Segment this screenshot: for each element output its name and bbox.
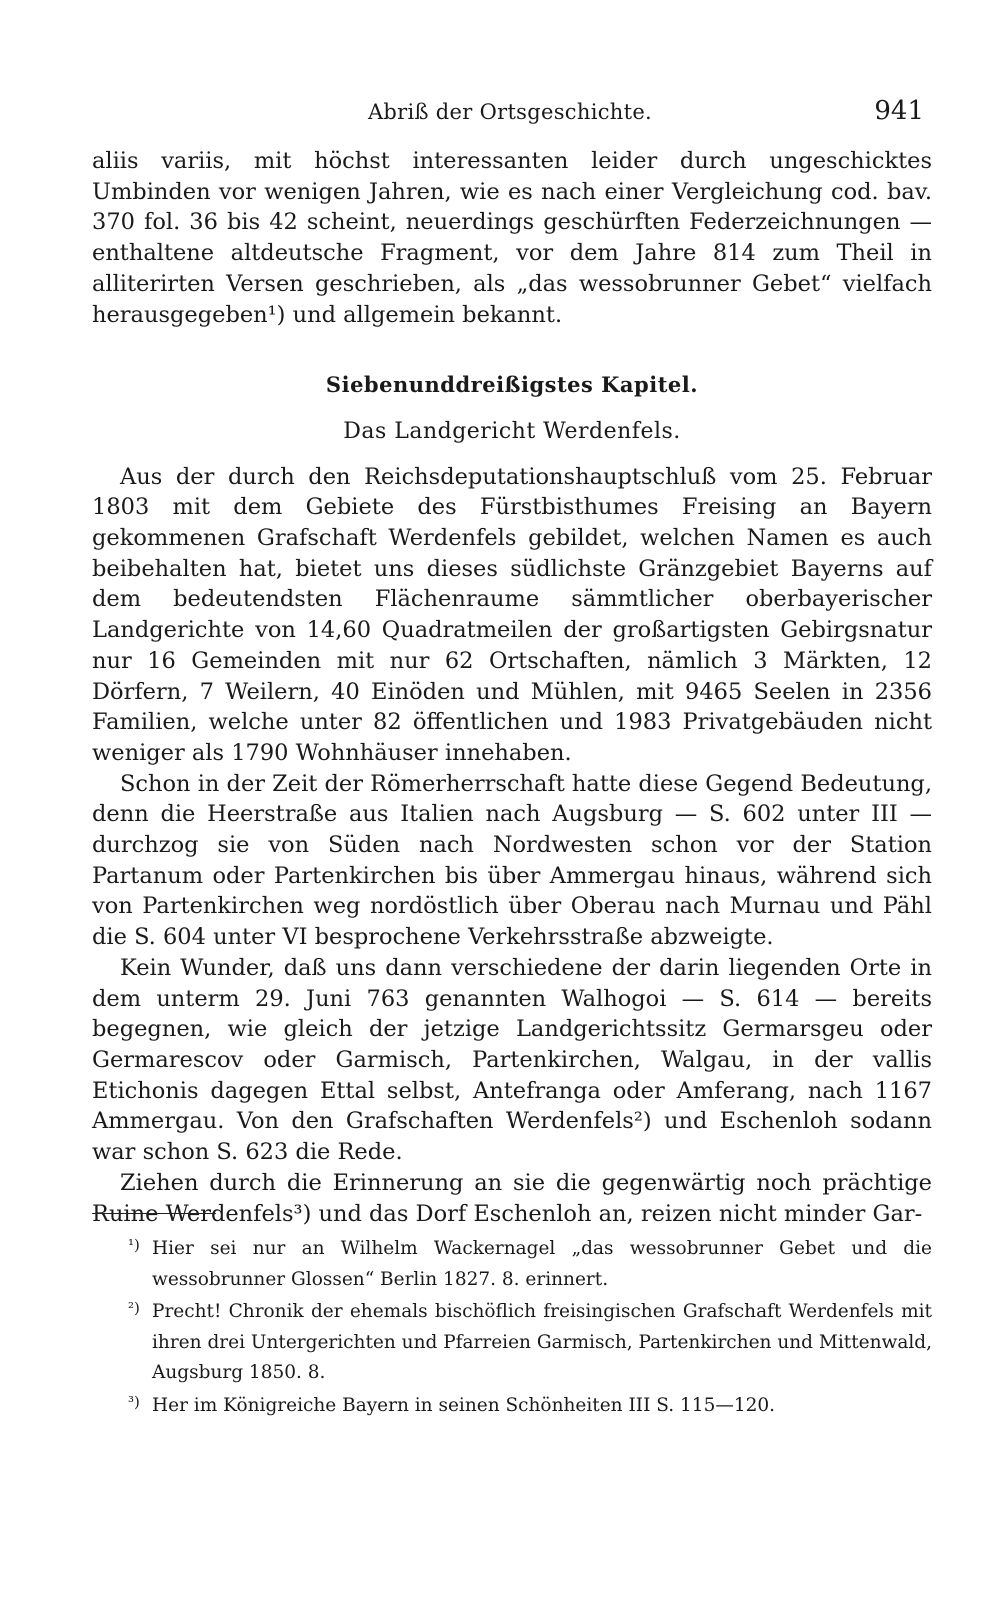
footnote-text: Hier sei nur an Wilhelm Wackernagel „das wessobrunner Gebet und die wessobrunner Glossen“ Berlin 1827. 8. erinnert. — [152, 1238, 932, 1290]
paragraph: Ziehen durch die Erinnerung an sie die gegenwärtig noch prächtige Ruine Werdenfels³) und das Dorf Eschenloh an, reizen nicht minder Gar- — [92, 1169, 932, 1227]
body-text — [92, 146, 932, 1229]
footnote-divider — [92, 1213, 216, 1214]
paragraph-continuation: aliis variis, mit höchst interessanten leider durch ungeschicktes Umbinden vor wenigen Jahren, wie es nach einer Vergleichung cod. bav. 370 fol. 36 bis 42 scheint, neuerdings geschürften Federzeichnungen — enthaltene altdeutsche Fragment, vor dem Jahre 814 zum Theil in alliterirten Versen geschrieben, als „das wessobrunner Gebet“ vielfach herausgegeben¹) und allgemein bekannt. — [92, 148, 932, 328]
section-title: Das Landgericht Werdenfels. — [343, 418, 681, 444]
footnote — [92, 1391, 932, 1422]
paragraph: Kein Wunder, daß uns dann verschiedene der darin liegenden Orte in dem unterm 29. Juni 763 genannten Walhogoi — S. 614 — bereits begegnen, wie gleich der jetzige Landgerichtssitz Germarsgeu oder Germarescov oder Garmisch, Partenkirchen, Walgau, in der vallis Etichonis dagegen Ettal selbst, Antefranga oder Amferang, nach 1167 Ammergau. Von den Grafschaften Werdenfels²) und Eschenloh sodann war schon S. 623 die Rede. — [92, 954, 932, 1166]
footnote-mark: ²) — [128, 1299, 140, 1317]
running-title: Abriß der Ortsgeschichte. — [367, 100, 653, 124]
paragraph: Schon in der Zeit der Römerherrschaft hatte diese Gegend Bedeutung, denn die Heerstraße aus Italien nach Augsburg — S. 602 unter III — durchzog sie von Süden nach Nordwesten schon vor der Station Partanum oder Partenkirchen bis über Ammergau hinaus, während sich von Partenkirchen weg nordöstlich über Oberau nach Murnau und Pähl die S. 604 unter VI besprochene Verkehrsstraße abzweigte. — [92, 770, 932, 951]
chapter-title: Siebenunddreißigstes Kapitel. — [325, 372, 699, 398]
page-header — [90, 96, 930, 134]
footnote-text: Precht! Chronik der ehemals bischöflich freisingischen Grafschaft Werdenfels mit ihren drei Untergerichten und Pfarreien Garmisch, Partenkirchen und Mittenwald, Augsburg 1850. 8. — [152, 1301, 932, 1383]
footnote — [92, 1234, 932, 1295]
footnotes — [92, 1234, 932, 1423]
page-number: 941 — [874, 96, 924, 126]
footnote-mark: ³) — [128, 1392, 140, 1411]
footnote-mark: ¹) — [128, 1236, 140, 1254]
footnote-text: Her im Königreiche Bayern in seinen Schönheiten III S. 115—120. — [152, 1394, 776, 1416]
footnote — [92, 1297, 932, 1389]
paragraph: Aus der durch den Reichsdeputationshauptschluß vom 25. Februar 1803 mit dem Gebiete des Fürstbisthumes Freising an Bayern gekommenen Grafschaft Werdenfels gebildet, welchen Namen es auch beibehalten hat, bietet uns dieses südlichste Gränzgebiet Bayerns auf dem bedeutendsten Flächenraume sämmtlicher oberbayerischer Landgerichte von 14,60 Quadratmeilen der großartigsten Gebirgsnatur nur 16 Gemeinden mit nur 62 Ortschaften, nämlich 3 Märkten, 12 Dörfern, 7 Weilern, 40 Einöden und Mühlen, mit 9465 Seelen in 2356 Familien, welche unter 82 öffentlichen und 1983 Privatgebäuden nicht weniger als 1790 Wohnhäuser innehaben. — [92, 463, 932, 766]
